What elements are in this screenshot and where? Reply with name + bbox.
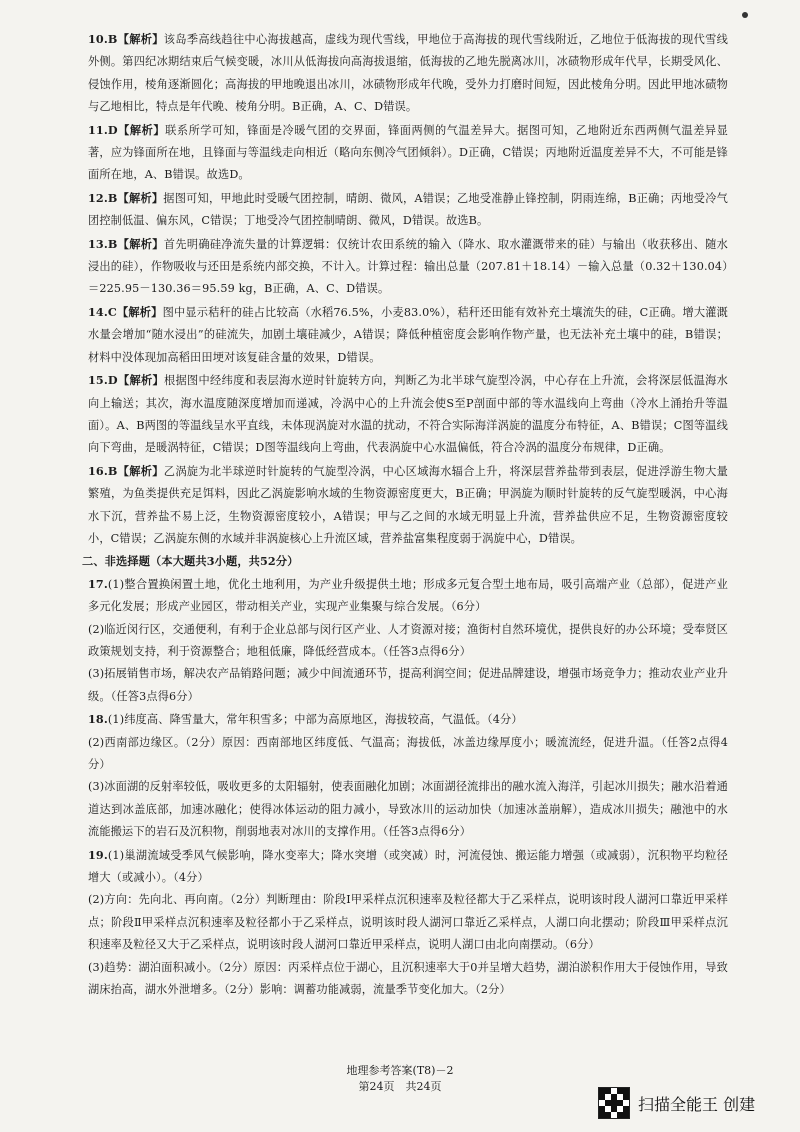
answer-19-part-1: 19.(1)巢湖流域受季风气候影响，降水变率大；降水突增（或突减）时，河流侵蚀、搬运能力增强（或减弱），沉积物平均粒径增大（或减小）。（4分） <box>88 847 728 885</box>
footer-page-number: 第24页 共24页 <box>358 1080 442 1093</box>
answer-16: 16.B【解析】乙涡旋为北半球逆时针旋转的气旋型冷涡，中心区域海水辐合上升，将深层营养盐带到表层，促进浮游生物大量繁殖，为鱼类提供充足饵料，因此乙涡旋影响水域的生物资源密度更大，B正确；甲涡旋为顺时针旋转的反气旋型暖涡，中心海水下沉，营养盐不易上泛，生物资源密度较小，A错误；甲与乙之间的水域无明显上升流，营养盐供应不足，生物资源密度较小，C错误；乙涡旋东侧的水域并非涡旋核心上升流区域，营养盐富集程度弱于涡旋中心，D错误。 <box>88 463 728 545</box>
answer-18 <box>88 708 728 843</box>
answer-19 <box>88 844 728 1002</box>
corner-dot-icon <box>742 12 748 18</box>
scanner-watermark-text: 扫描全能王 创建 <box>638 1094 756 1114</box>
answer-12: 12.B【解析】据图可知，甲地此时受暖气团控制，晴朗、微风，A错误；乙地受准静止锋控制，阴雨连绵，B正确；丙地受冷气团控制低温、偏东风，C错误；丁地受冷气团控制晴朗、微风，D错误。故选B。 <box>88 190 728 228</box>
qr-code-icon <box>598 1087 630 1119</box>
answer-15: 15.D【解析】根据图中经纬度和表层海水逆时针旋转方向，判断乙为北半球气旋型冷涡，中心存在上升流，会将深层低温海水向上输送；其次，海水温度随深度增加而递减，冷涡中心的上升流会使S至P剖面中部的等水温线向上弯曲（冷水上涌抬升等温面）。A、B两图的等温线呈水平直线，未体现涡旋对水温的扰动，不符合实际海洋涡旋的温度分布特征，A、B错误；C图等温线向下弯曲，是暖涡特征，C错误；D图等温线向上弯曲，代表涡旋中心水温偏低，符合冷涡的温度分布规律，D正确。 <box>88 373 728 455</box>
answer-18-part-2: (2)西南部边缘区。（2分）原因：西南部地区纬度低、气温高；海拔低，冰盖边缘厚度小；暖流流经，促进升温。（任答2点得4分） <box>88 735 728 771</box>
answer-17-part-3: (3)拓展销售市场，解决农产品销路问题；减少中间流通环节，提高利润空间；促进品牌建设，增强市场竞争力；推动农业产业升级。（任答3点得6分） <box>88 667 728 703</box>
section-heading: 二、非选择题（本大题共3小题，共52分） <box>82 554 299 569</box>
answer-13: 13.B【解析】首先明确硅净流失量的计算逻辑：仅统计农田系统的输入（降水、取水灌溉带来的硅）与输出（收获移出、随水浸出的硅），作物吸收与还田是系统内部交换，不计入。计算过程：输出总量（207.81＋18.14）－输入总量（0.32＋130.04）＝225.95－130.36＝95.59 kg，B正确，A、C、D错误。 <box>88 236 728 296</box>
answer-14: 14.C【解析】图中显示秸秆的硅占比较高（水稻76.5%，小麦83.0%），秸秆还田能有效补充土壤流失的硅，C正确。增大灌溉水量会增加“随水浸出”的硅流失，加剧土壤硅减少，A错误；降低种植密度会影响作物产量，也无法补充土壤中的硅，B错误；材料中没体现加高稻田田埂对该复硅含量的效果，D错误。 <box>88 304 728 364</box>
answer-17-part-1: 17.(1)整合置换闲置土地，优化土地利用，为产业升级提供土地；形成多元复合型土地布局，吸引高端产业（总部），促进产业多元化发展；形成产业园区，带动相关产业，实现产业集聚与综合发展。（6分） <box>88 576 728 614</box>
answer-10: 10.B【解析】该岛季高线趋往中心海拔越高，虚线为现代雪线，甲地位于高海拔的现代雪线附近，乙地位于低海拔的现代雪线外侧。第四纪冰期结束后气候变暖，冰川从低海拔向高海拔退缩，低海拔的乙地先脱离冰川，冰碛物形成年代早，长期受风化、侵蚀作用，棱角逐渐圆化；高海拔的甲地晚退出冰川，冰碛物形成年代晚，受外力打磨时间短，因此棱角分明。因此甲地冰碛物与乙地相比，特点是年代晚、棱角分明。B正确，A、C、D错误。 <box>88 32 728 114</box>
answer-19-part-3: (3)趋势：湖泊面积减小。（2分）原因：丙采样点位于湖心，且沉积速率大于0并呈增大趋势，湖泊淤积作用大于侵蚀作用，导致湖床抬高，湖水外泄增多。（2分）影响：调蓄功能减弱，流量季节变化加大。（2分） <box>88 960 728 997</box>
answer-18-part-3: (3)冰面湖的反射率较低，吸收更多的太阳辐射，使表面融化加剧；冰面湖径流排出的融水流入海洋，引起冰川损失；融水沿着通道达到冰盖底部，加速冰融化；使得冰体运动的阻力减小，导致冰川的运动加快（加速冰盖崩解），造成冰川损失；融池中的水流能搬运下的岩石及沉积物，削弱地表对冰川的支撑作用。（任答3点得6分） <box>88 780 728 839</box>
answer-11: 11.D【解析】联系所学可知，锋面是冷暖气团的交界面，锋面两侧的气温差异大。据图可知，乙地附近东西两侧气温差异显著，应为锋面所在地，且锋面与等温线走向相近（略向东侧冷气团倾斜）。D正确，C错误；丙地附近温度差异不大，不可能是锋面所在地，A、B错误。故选D。 <box>88 122 728 182</box>
answer-17-part-2: (2)临近闵行区，交通便利，有利于企业总部与闵行区产业、人才资源对接；渔街村自然环境优，提供良好的办公环境；受奉贤区政策规划支持，利于资源整合；地租低廉，降低经营成本。（任答3点得6分） <box>88 622 728 658</box>
scanner-watermark <box>598 1086 755 1120</box>
answer-17 <box>88 573 728 708</box>
answer-19-part-2: (2)方向：先向北、再向南。（2分）判断理由：阶段Ⅰ甲采样点沉积速率及粒径都大于乙采样点，说明该时段人湖河口靠近甲采样点；阶段Ⅱ甲采样点沉积速率及粒径都小于乙采样点，说明该时段人湖河口靠近乙采样点，人湖口向北摆动；阶段Ⅲ甲采样点沉积速率及粒径又大于乙采样点，说明该时段人湖河口靠近甲采样点，说明人湖口由北向南摆动。（6分） <box>88 893 728 952</box>
answer-content <box>82 28 728 1001</box>
footer-title: 地理参考答案(T8)－2 <box>346 1064 454 1077</box>
answer-18-part-1: 18.(1)纬度高、降雪量大，常年积雪多；中部为高原地区，海拔较高，气温低。（4分） <box>88 712 523 727</box>
